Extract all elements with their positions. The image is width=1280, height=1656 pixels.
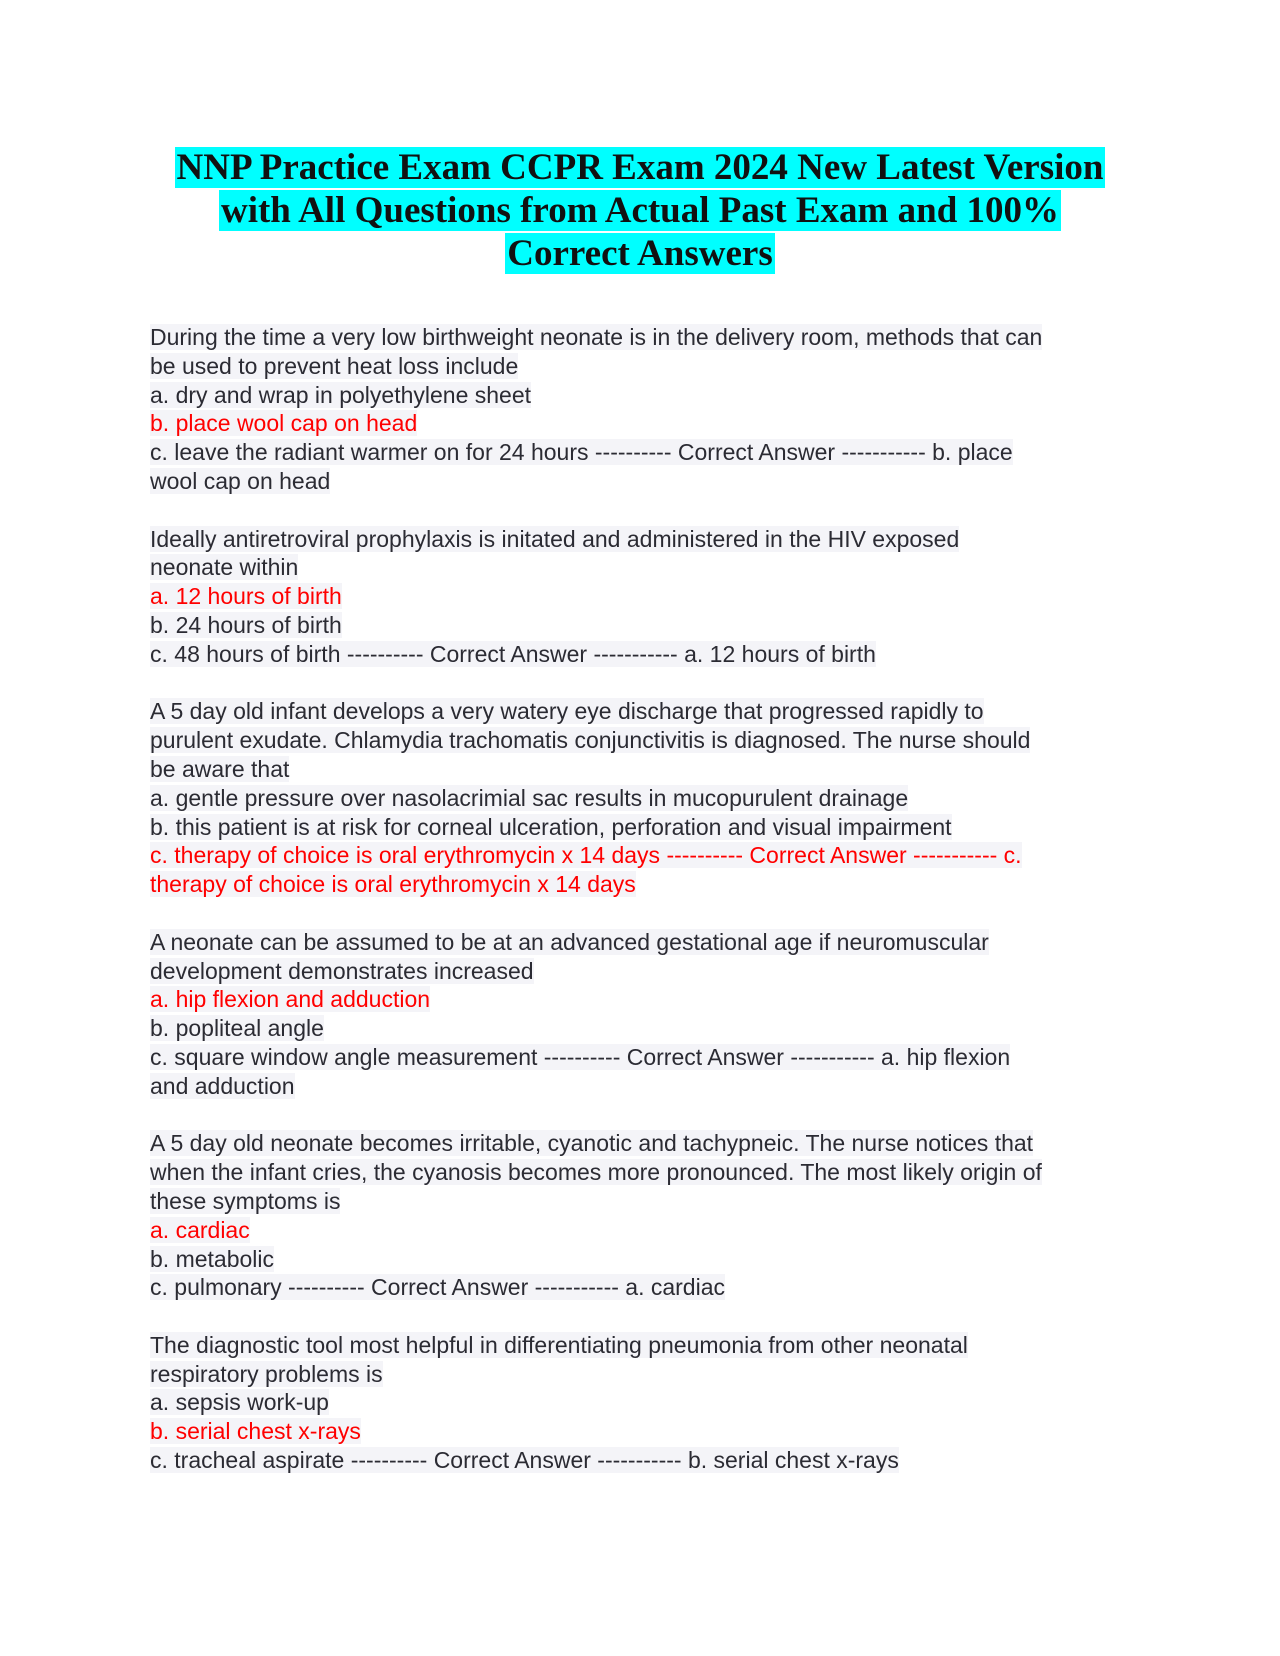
question-text-line: respiratory problems is — [150, 1360, 383, 1387]
answer-key-continuation: wool cap on head — [150, 467, 331, 494]
answer-option-c-with-key: c. 48 hours of birth ---------- Correct Answer ----------- a. 12 hours of birth — [150, 640, 876, 667]
answer-option-b: b. popliteal angle — [150, 1015, 324, 1042]
answer-option-b-correct: b. place wool cap on head — [150, 410, 418, 437]
question-text-line: purulent exudate. Chlamydia trachomatis conjunctivitis is diagnosed. The nurse should — [150, 727, 1031, 754]
question-text-line: neonate within — [150, 554, 299, 581]
answer-option-a: a. dry and wrap in polyethylene sheet — [150, 381, 532, 408]
question-text-line: when the infant cries, the cyanosis becomes more pronounced. The most likely origin of — [150, 1159, 1042, 1186]
question-text-line: be aware that — [150, 755, 290, 782]
answer-option-c-with-key: c. square window angle measurement ---------- Correct Answer ----------- a. hip flexion — [150, 1043, 1011, 1070]
answer-option-a: a. sepsis work-up — [150, 1389, 329, 1416]
question-text-line: A 5 day old neonate becomes irritable, cyanotic and tachypneic. The nurse notices that — [150, 1130, 1034, 1157]
question-list — [150, 323, 1130, 1504]
answer-option-b-correct: b. serial chest x-rays — [150, 1418, 361, 1445]
answer-option-a-correct: a. cardiac — [150, 1216, 250, 1243]
question-block — [150, 323, 1130, 496]
answer-option-a: a. gentle pressure over nasolacrimial sac results in mucopurulent drainage — [150, 784, 909, 811]
title-line: Correct Answers — [507, 233, 773, 274]
answer-option-c-with-key: c. tracheal aspirate ---------- Correct Answer ----------- b. serial chest x-rays — [150, 1447, 899, 1474]
answer-key-continuation: and adduction — [150, 1072, 295, 1099]
question-text-line: The diagnostic tool most helpful in differentiating pneumonia from other neonatal — [150, 1331, 968, 1358]
answer-option-c-with-key: c. leave the radiant warmer on for 24 hours ---------- Correct Answer ----------- b. place — [150, 439, 1013, 466]
question-text-line: A neonate can be assumed to be at an advanced gestational age if neuromuscular — [150, 928, 989, 955]
question-text-line: A 5 day old infant develops a very watery eye discharge that progressed rapidly to — [150, 698, 984, 725]
answer-option-b: b. this patient is at risk for corneal ulceration, perforation and visual impairment — [150, 813, 952, 840]
question-text-line: these symptoms is — [150, 1187, 341, 1214]
question-block — [150, 1129, 1130, 1302]
answer-option-c-correct-with-key: c. therapy of choice is oral erythromycin x 14 days ---------- Correct Answer ----------- c. — [150, 842, 1022, 869]
question-text-line: Ideally antiretroviral prophylaxis is initated and administered in the HIV exposed — [150, 525, 960, 552]
question-text-line: be used to prevent heat loss include — [150, 352, 519, 379]
answer-key-continuation: therapy of choice is oral erythromycin x 14 days — [150, 871, 636, 898]
answer-option-a-correct: a. 12 hours of birth — [150, 583, 342, 610]
question-block — [150, 697, 1130, 899]
document-title — [100, 146, 1180, 275]
question-block — [150, 1331, 1130, 1475]
answer-option-b: b. 24 hours of birth — [150, 611, 342, 638]
title-line: with All Questions from Actual Past Exam and 100% — [220, 190, 1060, 231]
title-line: NNP Practice Exam CCPR Exam 2024 New Latest Version — [176, 147, 1104, 188]
question-block — [150, 525, 1130, 669]
answer-option-a-correct: a. hip flexion and adduction — [150, 986, 431, 1013]
answer-option-b: b. metabolic — [150, 1245, 275, 1272]
answer-option-c-with-key: c. pulmonary ---------- Correct Answer ----------- a. cardiac — [150, 1274, 725, 1301]
question-text-line: During the time a very low birthweight neonate is in the delivery room, methods that can — [150, 324, 1043, 350]
question-block — [150, 928, 1130, 1101]
question-text-line: development demonstrates increased — [150, 957, 534, 984]
